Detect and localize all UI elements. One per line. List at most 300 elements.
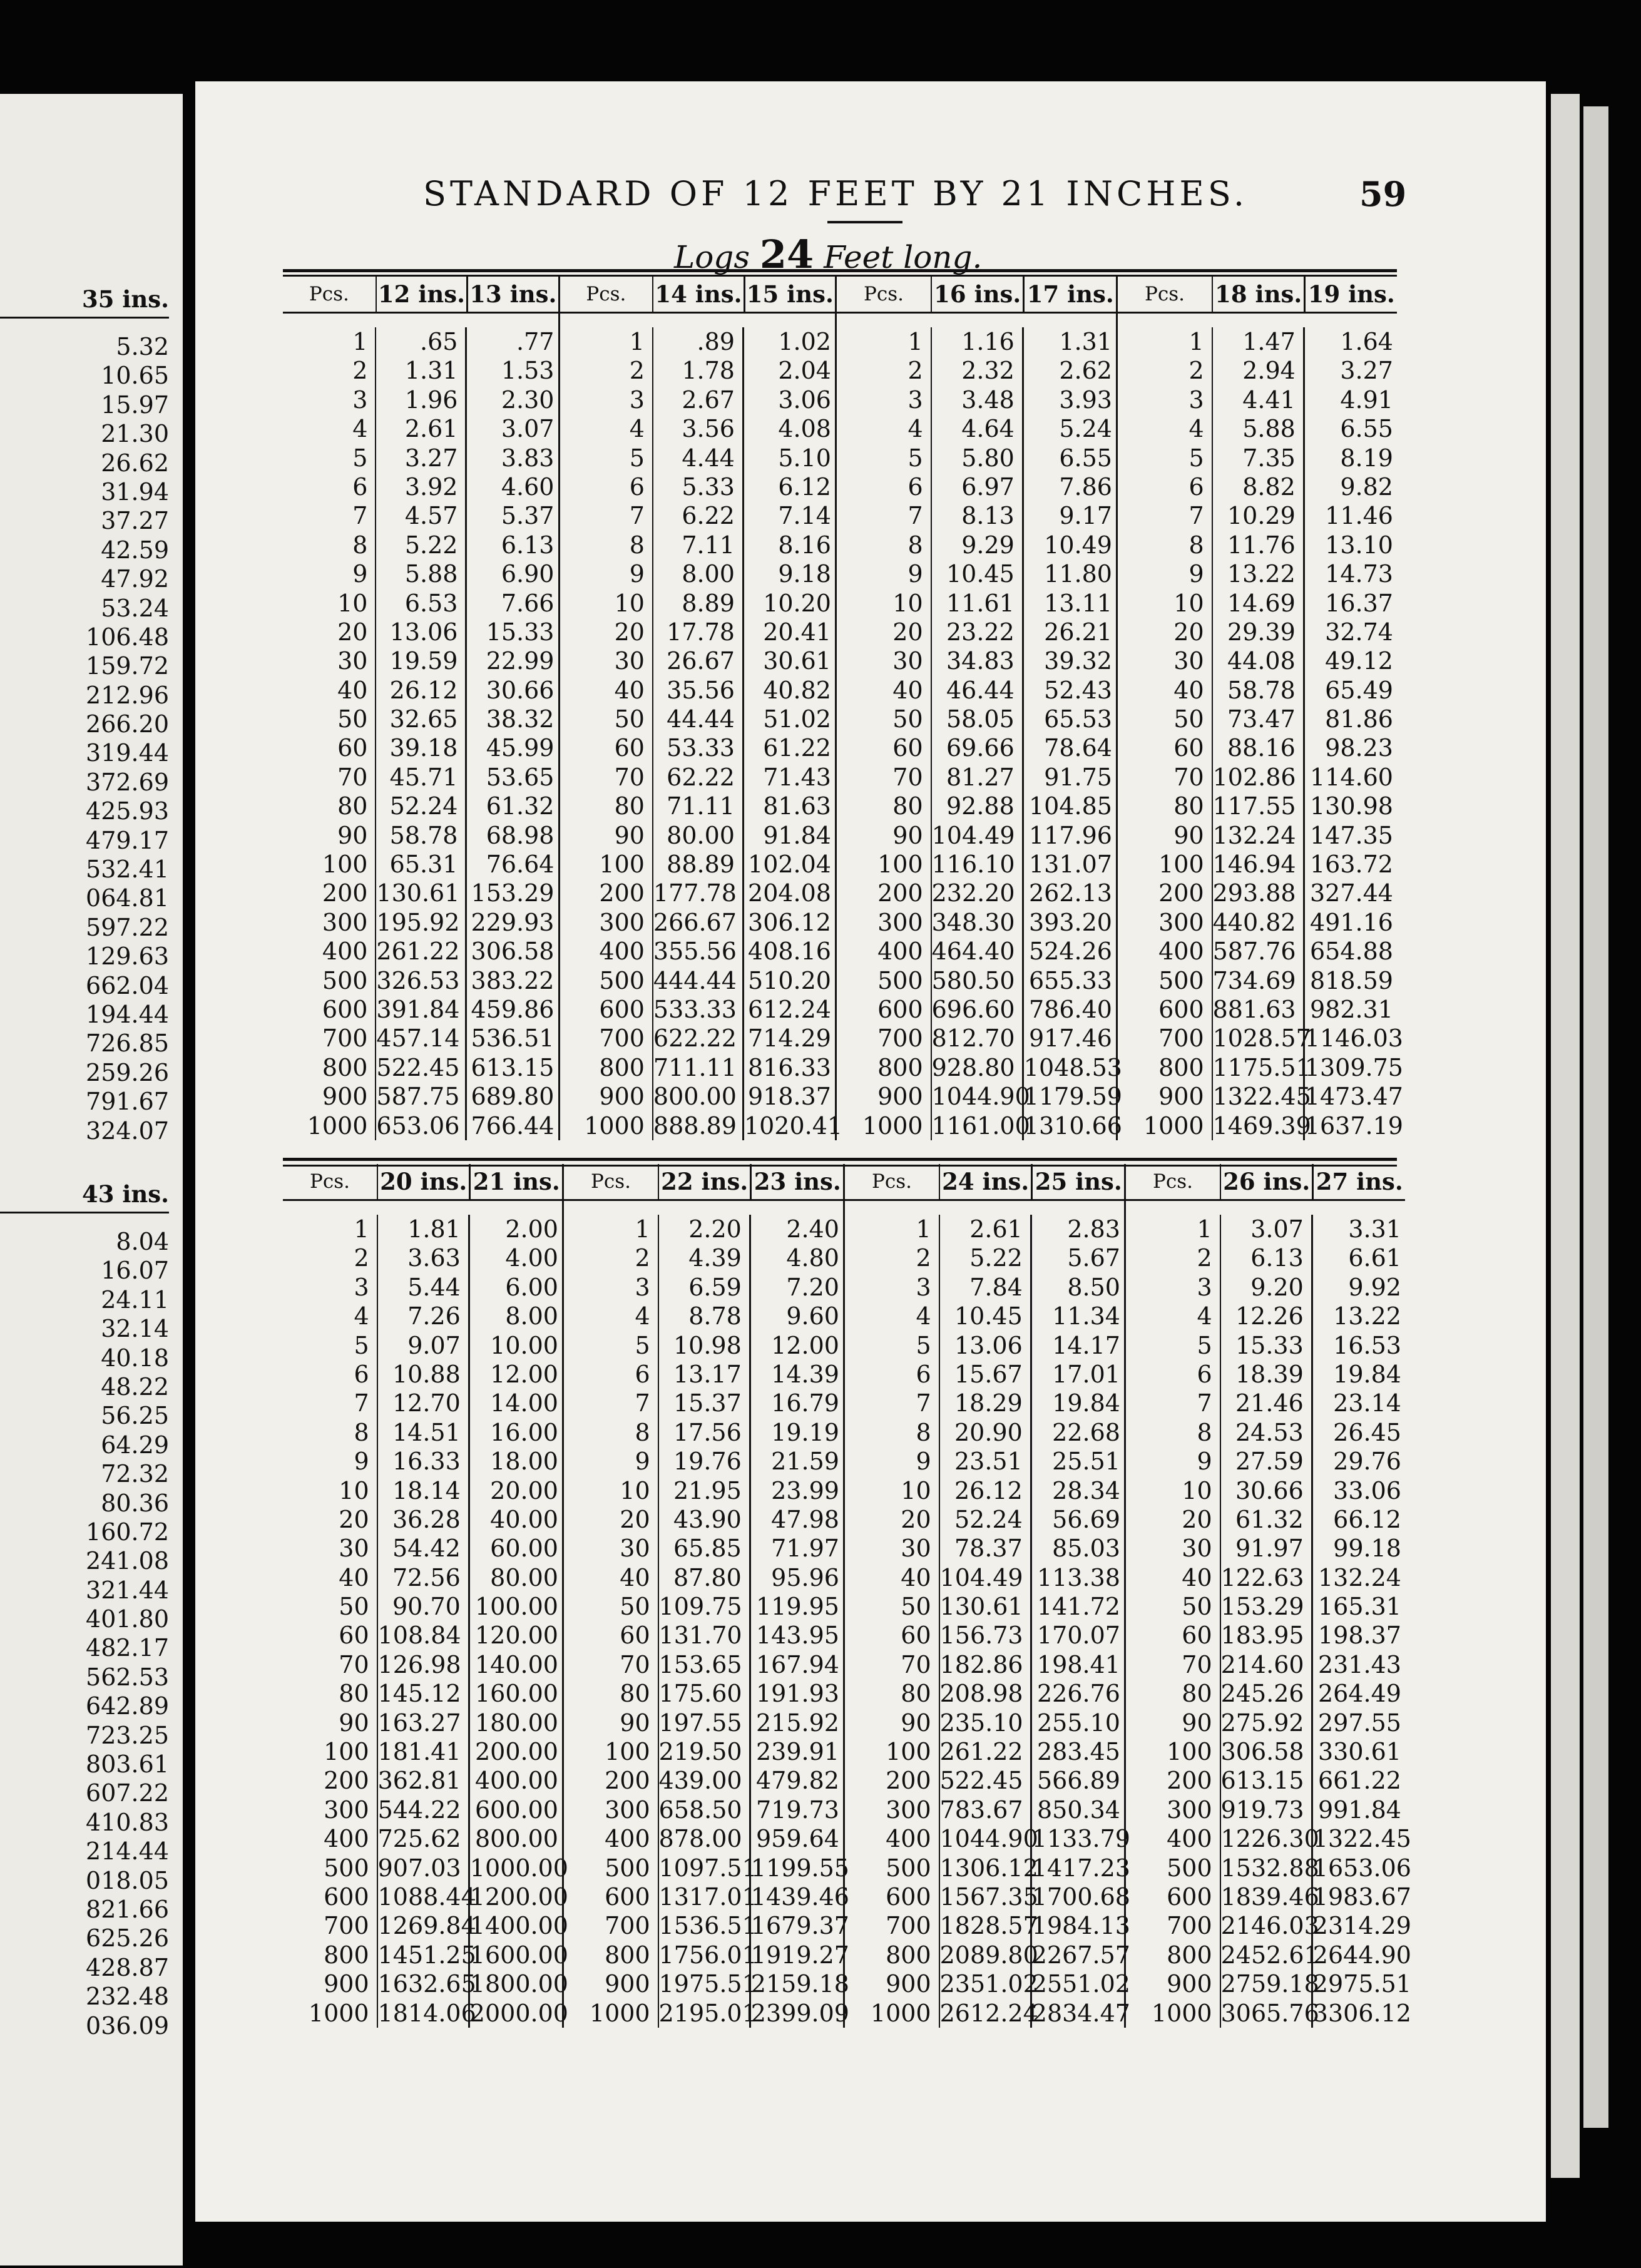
table-cell: 40.18 — [101, 1344, 169, 1372]
table-cell: 6.13 — [501, 531, 555, 559]
table-cell: 2267.57 — [1031, 1941, 1130, 1969]
table-cell: 1.31 — [1059, 328, 1112, 355]
table-cell: 918.37 — [748, 1083, 831, 1111]
pieces-cell: 40 — [339, 1563, 369, 1591]
table-cell: 61.32 — [1235, 1505, 1304, 1533]
pieces-cell: 700 — [877, 1024, 923, 1053]
table-cell: 29.76 — [1333, 1448, 1401, 1476]
pieces-cell: 500 — [605, 1854, 650, 1882]
table-cell: 444.44 — [653, 966, 737, 994]
table-cell: 8.16 — [778, 531, 831, 559]
table-cell: 73.47 — [1227, 705, 1296, 733]
pieces-cell: 3 — [629, 386, 645, 414]
pieces-header: Pcs. — [1118, 277, 1213, 312]
table-cell: 163.27 — [377, 1709, 461, 1737]
pieces-cell: 800 — [877, 1053, 923, 1081]
table-cell: 5.88 — [1242, 415, 1296, 443]
table-cell: 283.45 — [1037, 1738, 1120, 1766]
table-cell: 52.43 — [1044, 676, 1112, 704]
pieces-cell: 40 — [1173, 676, 1204, 704]
table-cell: 306.12 — [748, 908, 831, 936]
pieces-header: Pcs. — [845, 1164, 940, 1199]
pieces-cell: 40 — [892, 676, 923, 704]
pieces-cell: 6 — [907, 472, 923, 501]
table-cell: 28.34 — [1052, 1476, 1120, 1504]
pieces-cell: 400 — [605, 1825, 650, 1853]
table-cell: 1317.01 — [658, 1882, 757, 1911]
pieces-cell: 900 — [1158, 1083, 1204, 1111]
table-cell: 3.31 — [1348, 1215, 1401, 1243]
table-cell: 45.99 — [486, 734, 555, 762]
pieces-cell: 60 — [901, 1622, 931, 1650]
table-cell: 21.30 — [101, 420, 169, 448]
group-body — [283, 1201, 568, 2028]
table-cell: 5.22 — [404, 531, 458, 559]
table-cell: 8.50 — [1067, 1273, 1120, 1301]
pieces-cell: 40 — [614, 676, 645, 704]
table-cell: 383.22 — [471, 966, 555, 994]
pieces-column — [1118, 327, 1213, 1140]
table-cell: 8.19 — [1340, 444, 1393, 472]
pieces-cell: 300 — [599, 908, 645, 936]
pieces-cell: 8 — [1189, 531, 1204, 559]
table-cell: 2.67 — [682, 386, 735, 414]
pieces-cell: 200 — [886, 1767, 931, 1795]
table-cell: 907.03 — [377, 1854, 461, 1882]
pieces-cell: 10 — [614, 589, 645, 617]
table-cell: 20.41 — [763, 618, 831, 646]
table-cell: 23.14 — [1333, 1389, 1401, 1418]
table-cell: 1532.88 — [1220, 1854, 1319, 1882]
table-cell: 108.84 — [377, 1622, 461, 1650]
table-cell: 17.78 — [667, 618, 735, 646]
table-cell: 26.62 — [101, 449, 169, 477]
table-cell: 1975.51 — [658, 1970, 757, 1998]
table-cell: 183.95 — [1220, 1622, 1304, 1650]
table-cell: 191.93 — [756, 1680, 839, 1708]
table-cell: 76.64 — [486, 850, 555, 879]
pieces-cell: 20 — [901, 1505, 931, 1533]
column-header: 15 ins. — [746, 280, 834, 308]
pieces-cell: 100 — [1158, 850, 1204, 879]
table-cell: 160.72 — [86, 1518, 169, 1546]
table-cell: 42.59 — [101, 536, 169, 564]
table-cell: 62.22 — [667, 763, 735, 791]
pieces-cell: 600 — [324, 1882, 369, 1911]
table-cell: 71.97 — [771, 1535, 839, 1563]
table-cell: 689.80 — [471, 1083, 555, 1111]
table-cell: 120.00 — [475, 1622, 558, 1650]
pieces-cell: 50 — [1182, 1593, 1212, 1621]
pieces-cell: 1 — [907, 328, 923, 355]
table-cell: 18.39 — [1235, 1360, 1304, 1388]
page-edge — [1551, 94, 1580, 2178]
value-column — [750, 1215, 849, 2028]
pieces-cell: 8 — [907, 531, 923, 559]
table-cell: 45.71 — [389, 763, 458, 791]
table-cell: 919.73 — [1220, 1796, 1304, 1824]
pieces-cell: 1 — [635, 1215, 650, 1243]
table-cell: 102.04 — [748, 850, 831, 879]
pieces-cell: 600 — [605, 1882, 650, 1911]
table-cell: 1199.55 — [750, 1854, 849, 1882]
pieces-cell: 60 — [339, 1622, 369, 1650]
table-cell: 982.31 — [1310, 995, 1393, 1023]
pieces-cell: 800 — [886, 1941, 931, 1969]
table-cell: 1.81 — [407, 1215, 461, 1243]
table-cell: 479.82 — [756, 1767, 839, 1795]
table-cell: 20.00 — [490, 1476, 558, 1504]
table-cell: 9.17 — [1059, 502, 1112, 530]
table-cell: 126.98 — [377, 1650, 461, 1678]
table-cell: 597.22 — [86, 913, 169, 941]
table-cell: 48.22 — [101, 1372, 169, 1401]
pieces-cell: 7 — [907, 502, 923, 530]
table-cell: 410.83 — [86, 1808, 169, 1836]
table-cell: 1473.47 — [1304, 1083, 1403, 1111]
table-cell: 4.57 — [404, 502, 458, 530]
pieces-cell: 70 — [337, 763, 368, 791]
table-cell: 2.40 — [786, 1215, 839, 1243]
table-cell: 1400.00 — [469, 1912, 568, 1940]
table-cell: 324.07 — [86, 1116, 169, 1145]
pieces-header: Pcs. — [837, 277, 932, 312]
table-cell: 3.06 — [778, 386, 831, 414]
pieces-column — [283, 327, 376, 1140]
table-cell: 1200.00 — [469, 1882, 568, 1911]
pieces-cell: 7 — [629, 502, 645, 530]
value-column — [1220, 1215, 1319, 2028]
value-column — [377, 1215, 476, 2028]
table-cell: 372.69 — [86, 768, 169, 796]
table-cell: 198.41 — [1037, 1650, 1120, 1678]
table-cell: 261.22 — [939, 1738, 1023, 1766]
pieces-cell: 10 — [620, 1476, 650, 1504]
value-column — [376, 327, 467, 1140]
table-cell: 1133.79 — [1031, 1825, 1130, 1853]
table-cell: 31.94 — [101, 478, 169, 506]
pieces-cell: 2 — [635, 1244, 650, 1272]
table-cell: 85.03 — [1052, 1535, 1120, 1563]
table-cell: 522.45 — [376, 1053, 460, 1081]
table-cell: 5.37 — [501, 502, 555, 530]
table-cell: 275.92 — [1220, 1709, 1304, 1737]
table-cell: 72.32 — [101, 1460, 169, 1488]
table-cell: 532.41 — [86, 856, 169, 884]
table-cell: 80.36 — [101, 1489, 169, 1517]
page-title: STANDARD OF 12 FEET BY 21 INCHES. — [423, 174, 1249, 213]
pieces-cell: 500 — [1158, 966, 1204, 994]
table-cell: 3.48 — [961, 386, 1015, 414]
pieces-cell: 80 — [614, 792, 645, 820]
table-cell: 766.44 — [471, 1111, 555, 1140]
table-cell: 232.48 — [86, 1983, 169, 2011]
table-cell: 160.00 — [475, 1680, 558, 1708]
value-column — [653, 327, 744, 1140]
pieces-cell: 20 — [614, 618, 645, 646]
table-cell: 661.22 — [1318, 1767, 1401, 1795]
pieces-cell: 700 — [1158, 1024, 1204, 1053]
table-cell: 81.63 — [763, 792, 831, 820]
table-cell: 56.69 — [1052, 1505, 1120, 1533]
table-cell: 10.20 — [763, 589, 831, 617]
subtitle-prefix: Logs — [674, 239, 750, 275]
pieces-cell: 50 — [1173, 705, 1204, 733]
table-cell: 587.75 — [376, 1083, 460, 1111]
pieces-cell: 60 — [337, 734, 368, 762]
table-cell: 1097.51 — [658, 1854, 757, 1882]
pieces-cell: 600 — [1158, 995, 1204, 1023]
table-bottom-groups — [283, 1164, 1411, 2028]
table-cell: 2.61 — [404, 415, 458, 443]
column-header: 24 ins. — [940, 1164, 1033, 1199]
table-cell: 88.16 — [1227, 734, 1296, 762]
table-cell: 3306.12 — [1312, 1999, 1411, 2027]
table-cell: 11.46 — [1325, 502, 1393, 530]
table-cell: 2612.24 — [939, 1999, 1038, 2027]
pieces-cell: 2 — [1189, 357, 1204, 385]
table-cell: 52.24 — [954, 1505, 1023, 1533]
table-cell: 17.01 — [1052, 1360, 1120, 1388]
pieces-cell: 1 — [629, 328, 645, 355]
table-group — [564, 1164, 849, 2028]
pieces-cell: 2 — [916, 1244, 931, 1272]
table-cell: 10.65 — [101, 362, 169, 390]
pieces-cell: 10 — [892, 589, 923, 617]
table-cell: 6.90 — [501, 560, 555, 588]
pieces-cell: 200 — [324, 1767, 369, 1795]
table-cell: 1567.35 — [939, 1882, 1038, 1911]
table-cell: 32.14 — [101, 1315, 169, 1343]
table-cell: 23.99 — [771, 1476, 839, 1504]
table-cell: 130.98 — [1310, 792, 1393, 820]
pieces-cell: 5 — [635, 1331, 650, 1359]
table-cell: 51.02 — [763, 705, 831, 733]
pieces-cell: 3 — [1197, 1273, 1212, 1301]
table-cell: 327.44 — [1310, 879, 1393, 907]
table-cell: 064.81 — [86, 884, 169, 912]
pieces-cell: 60 — [614, 734, 645, 762]
table-cell: 16.79 — [771, 1389, 839, 1418]
table-cell: 408.16 — [748, 937, 831, 966]
table-cell: 26.12 — [389, 676, 458, 704]
value-column — [939, 1215, 1038, 2028]
table-cell: 1679.37 — [750, 1912, 849, 1940]
table-cell: 25.51 — [1052, 1448, 1120, 1476]
table-group — [837, 277, 1122, 1140]
pieces-cell: 100 — [599, 850, 645, 879]
table-cell: 214.44 — [86, 1837, 169, 1866]
pieces-cell: 1000 — [862, 1111, 923, 1140]
table-cell: 21.46 — [1235, 1389, 1304, 1418]
table-cell: 65.85 — [673, 1535, 742, 1563]
table-cell: 4.39 — [688, 1244, 742, 1272]
table-cell: 100.00 — [475, 1593, 558, 1621]
table-cell: 1.47 — [1242, 328, 1296, 355]
value-column — [931, 327, 1030, 1140]
pieces-cell: 600 — [599, 995, 645, 1023]
table-cell: 2452.61 — [1220, 1941, 1319, 1969]
table-cell: 52.24 — [389, 792, 458, 820]
table-cell: 587.76 — [1212, 937, 1296, 966]
pieces-cell: 9 — [1197, 1448, 1212, 1476]
table-cell: 219.50 — [658, 1738, 742, 1766]
table-cell: 104.49 — [939, 1563, 1023, 1591]
pieces-column — [1126, 1215, 1221, 2028]
table-cell: 88.89 — [667, 850, 735, 879]
table-cell: 22.99 — [486, 647, 555, 675]
table-cell: 4.08 — [778, 415, 831, 443]
table-cell: 9.18 — [778, 560, 831, 588]
table-cell: 266.67 — [653, 908, 737, 936]
table-cell: 2759.18 — [1220, 1970, 1319, 1998]
table-cell: 9.07 — [407, 1331, 461, 1359]
pieces-header: Pcs. — [283, 277, 377, 312]
pieces-cell: 2 — [354, 1244, 369, 1272]
table-cell: 7.84 — [969, 1273, 1023, 1301]
table-cell: 10.49 — [1044, 531, 1112, 559]
table-cell: 786.40 — [1029, 995, 1112, 1023]
table-cell: .77 — [516, 328, 555, 355]
table-cell: 3065.76 — [1220, 1999, 1319, 2027]
pieces-cell: 800 — [322, 1053, 368, 1081]
table-cell: 2.20 — [688, 1215, 742, 1243]
table-cell: 34.83 — [946, 647, 1015, 675]
table-cell: 11.76 — [1227, 531, 1296, 559]
column-header: 19 ins. — [1307, 280, 1395, 308]
table-cell: 428.87 — [86, 1953, 169, 1981]
pieces-cell: 6 — [354, 1360, 369, 1388]
pieces-cell: 500 — [886, 1854, 931, 1882]
table-cell: 711.11 — [653, 1053, 737, 1081]
table-cell: 297.55 — [1318, 1709, 1401, 1737]
pieces-cell: 200 — [599, 879, 645, 907]
table-cell: 5.32 — [116, 333, 169, 360]
pieces-cell: 9 — [1189, 560, 1204, 588]
pieces-cell: 80 — [892, 792, 923, 820]
table-cell: 1417.23 — [1031, 1854, 1130, 1882]
table-group — [283, 277, 560, 1140]
table-cell: 479.17 — [86, 826, 169, 854]
pieces-cell: 8 — [916, 1418, 931, 1446]
table-cell: 106.48 — [86, 623, 169, 651]
pieces-cell: 4 — [354, 1302, 369, 1331]
pieces-cell: 400 — [1167, 1825, 1212, 1853]
pieces-cell: 30 — [892, 647, 923, 675]
table-top-groups — [283, 277, 1403, 1140]
pieces-cell: 900 — [324, 1970, 369, 1998]
table-cell: 78.37 — [954, 1535, 1023, 1563]
table-cell: 1919.27 — [750, 1941, 849, 1969]
table-cell: 536.51 — [471, 1024, 555, 1053]
table-cell: 61.32 — [486, 792, 555, 820]
table-cell: 47.92 — [101, 565, 169, 593]
pieces-cell: 5 — [629, 444, 645, 472]
table-cell: 3.92 — [404, 472, 458, 501]
table-cell: 881.63 — [1212, 995, 1296, 1023]
table-cell: 194.44 — [86, 1000, 169, 1028]
table-cell: 3.07 — [1250, 1215, 1304, 1243]
pieces-cell: 3 — [1189, 386, 1204, 414]
pieces-cell: 1 — [1189, 328, 1204, 355]
table-cell: 607.22 — [86, 1779, 169, 1807]
pieces-cell: 8 — [635, 1418, 650, 1446]
pieces-cell: 80 — [1173, 792, 1204, 820]
pieces-cell: 600 — [322, 995, 368, 1023]
column-header: 27 ins. — [1316, 1168, 1403, 1195]
table-cell: 87.80 — [673, 1563, 742, 1591]
pieces-cell: 5 — [354, 1331, 369, 1359]
group-header-row — [560, 277, 836, 314]
table-cell: 69.66 — [946, 734, 1015, 762]
table-cell: 18.29 — [954, 1389, 1023, 1418]
table-cell: 696.60 — [931, 995, 1015, 1023]
pieces-cell: 1 — [352, 328, 368, 355]
pieces-cell: 70 — [1182, 1650, 1212, 1678]
pieces-cell: 100 — [324, 1738, 369, 1766]
pieces-cell: 300 — [605, 1796, 650, 1824]
pieces-cell: 900 — [322, 1083, 368, 1111]
table-cell: 64.29 — [101, 1431, 169, 1459]
pieces-cell: 300 — [1167, 1796, 1212, 1824]
pieces-cell: 900 — [1167, 1970, 1212, 1998]
pieces-cell: 200 — [605, 1767, 650, 1795]
pieces-cell: 4 — [1189, 415, 1204, 443]
table-cell: 6.22 — [682, 502, 735, 530]
table-cell: 13.10 — [1325, 531, 1393, 559]
pieces-cell: 40 — [1182, 1563, 1212, 1591]
page-edge — [1583, 106, 1608, 2128]
table-cell: 1309.75 — [1304, 1053, 1403, 1081]
pieces-cell: 400 — [877, 937, 923, 966]
table-cell: 658.50 — [658, 1796, 742, 1824]
table-cell: 232.20 — [931, 879, 1015, 907]
table-cell: 16.00 — [490, 1418, 558, 1446]
table-cell: 1839.46 — [1220, 1882, 1319, 1911]
pieces-cell: 20 — [339, 1505, 369, 1533]
pieces-cell: 700 — [324, 1912, 369, 1940]
pieces-cell: 300 — [324, 1796, 369, 1824]
table-cell: 36.28 — [392, 1505, 461, 1533]
pieces-cell: 80 — [339, 1680, 369, 1708]
pieces-cell: 7 — [352, 502, 368, 530]
table-cell: 1020.41 — [744, 1111, 843, 1140]
table-cell: 255.10 — [1037, 1709, 1120, 1737]
table-cell: 14.17 — [1052, 1331, 1120, 1359]
left-top-column — [0, 282, 169, 1145]
table-cell: 117.55 — [1212, 792, 1296, 820]
pieces-cell: 70 — [901, 1650, 931, 1678]
table-cell: 612.24 — [748, 995, 831, 1023]
pieces-cell: 4 — [629, 415, 645, 443]
pieces-column — [560, 327, 653, 1140]
pieces-cell: 100 — [605, 1738, 650, 1766]
pieces-cell: 50 — [337, 705, 368, 733]
pieces-cell: 70 — [339, 1650, 369, 1678]
table-cell: 714.29 — [748, 1024, 831, 1053]
pieces-cell: 1 — [1197, 1215, 1212, 1243]
table-cell: 4.64 — [961, 415, 1015, 443]
pieces-cell: 10 — [1173, 589, 1204, 617]
table-cell: 229.93 — [471, 908, 555, 936]
pieces-cell: 200 — [877, 879, 923, 907]
table-cell: 1000.00 — [469, 1854, 568, 1882]
table-cell: 19.84 — [1052, 1389, 1120, 1418]
pieces-cell: 9 — [916, 1448, 931, 1476]
table-cell: 56.25 — [101, 1402, 169, 1430]
table-cell: 662.04 — [86, 971, 169, 999]
table-cell: 12.00 — [490, 1360, 558, 1388]
